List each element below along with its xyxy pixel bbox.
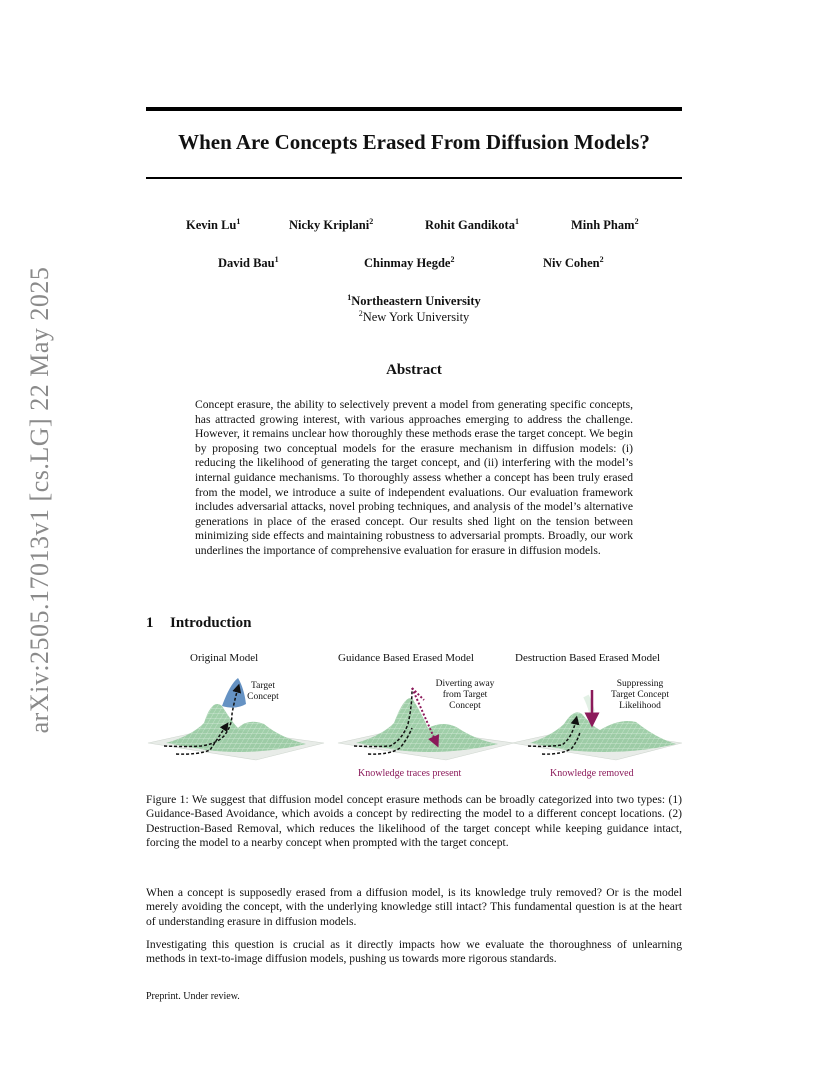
- arxiv-stamp: arXiv:2505.17013v1 [cs.LG] 22 May 2025: [25, 266, 54, 734]
- title-rule-top: [146, 107, 682, 111]
- body-paragraph: Investigating this question is crucial as it directly impacts how we evaluate the thoroughness of unlearning methods in text-to-image diffusion models, pushing us towards more rigorous standards.: [146, 938, 682, 966]
- affiliation: $^1$Northeastern University: [347, 293, 481, 309]
- panel-original-model: [148, 678, 324, 760]
- panel-note: Target Concept: [247, 681, 279, 702]
- title-rule-bottom: [146, 177, 682, 179]
- panel-caption: Knowledge removed: [550, 768, 634, 779]
- author: Niv Cohen$^2$: [543, 255, 604, 271]
- author: Minh Pham$^2$: [571, 217, 639, 233]
- author: Nicky Kriplani$^2$: [289, 217, 374, 233]
- panel-note: Suppressing Target Concept Likelihood: [611, 679, 669, 711]
- section-heading: 1 Introduction: [146, 615, 252, 631]
- paper-title: When Are Concepts Erased From Diffusion Models?: [178, 130, 650, 154]
- figure-1: [146, 648, 682, 788]
- panel-caption: Knowledge traces present: [358, 768, 462, 779]
- affiliation: $^2$New York University: [358, 309, 470, 325]
- author: David Bau$^1$: [218, 255, 279, 271]
- panel-title: Destruction Based Erased Model: [515, 652, 661, 664]
- author: Rohit Gandikota$^1$: [425, 217, 519, 233]
- footer-note: Preprint. Under review.: [146, 991, 240, 1002]
- figure-1-illustration: [146, 648, 682, 788]
- author: Kevin Lu$^1$: [186, 217, 241, 233]
- figure-caption: Figure 1: We suggest that diffusion model concept erasure methods can be broadly categorized into two types: (1) Guidance-Based Avoidance, which avoids a concept by redirecting the model to a different concept locations. (2) Destruction-Based Removal, which reduces the likelihood of the target concept while keeping guidance intact, forcing the model to a nearby concept when prompted with the target concept.: [146, 793, 682, 849]
- panel-title: Guidance Based Erased Model: [338, 652, 474, 664]
- abstract-heading: Abstract: [386, 362, 442, 378]
- panel-title: Original Model: [190, 652, 259, 664]
- panel-note: Diverting away from Target Concept: [435, 679, 495, 711]
- body-paragraph: When a concept is supposedly erased from a diffusion model, is its knowledge truly removed? Or is the model merely avoiding the concept, with the underlying knowledge still intact? This fundamental question is at the heart of understanding erasure in diffusion models.: [146, 886, 682, 928]
- abstract-text: Concept erasure, the ability to selectively prevent a model from generating specific concepts, has attracted growing interest, with various approaches emerging to address the challenge. However, it remains unclear how thoroughly these methods erase the target concept. We begin by proposing two conceptual models for the erasure mechanism in diffusion models: (i) reducing the likelihood of generating the target concept, and (ii) interfering with the model’s internal guidance mechanisms. To thoroughly assess whether a concept has been truly erased from the model, we introduce a suite of independent evaluations. Our evaluation framework includes adversarial attacks, novel probing techniques, and analysis of the model’s alternative generations in place of the erased concept. Our results shed light on the tension between minimizing side effects and maintaining robustness to adversarial prompts. Broadly, our work underlines the importance of comprehensive evaluation for erasure in diffusion models.: [195, 398, 633, 557]
- author: Chinmay Hegde$^2$: [364, 255, 455, 271]
